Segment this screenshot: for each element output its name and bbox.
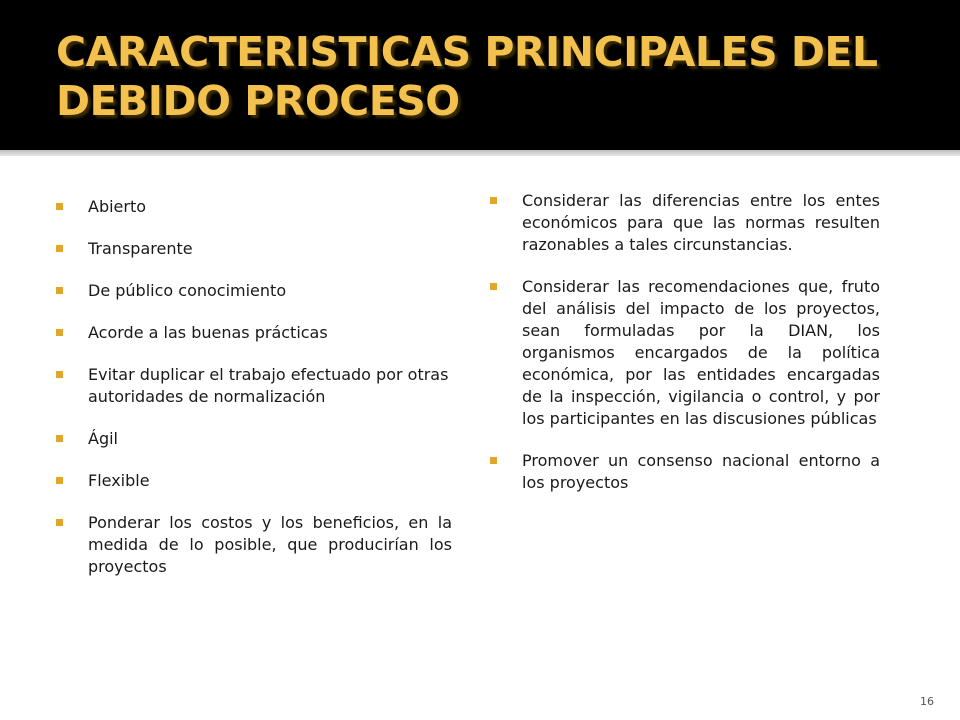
square-bullet-icon <box>56 245 63 252</box>
list-item-text: Ponderar los costos y los beneficios, en la medida de lo posible, que producirían los proyectos <box>88 513 452 576</box>
right-bullet-list <box>486 190 880 514</box>
square-bullet-icon <box>490 197 497 204</box>
list-item <box>486 276 880 430</box>
list-item <box>486 190 880 256</box>
page-number: 16 <box>920 695 934 708</box>
square-bullet-icon <box>490 457 497 464</box>
left-bullet-list <box>52 196 452 598</box>
square-bullet-icon <box>56 371 63 378</box>
list-item <box>486 450 880 494</box>
square-bullet-icon <box>56 287 63 294</box>
title-divider <box>0 150 960 156</box>
list-item-text: Promover un consenso nacional entorno a los proyectos <box>522 451 880 492</box>
square-bullet-icon <box>56 519 63 526</box>
list-item-text: De público conocimiento <box>88 281 287 300</box>
list-item-text: Flexible <box>88 471 150 490</box>
list-item <box>52 196 452 218</box>
list-item-text: Considerar las diferencias entre los entes económicos para que las normas resulten razonables a tales circunstancias. <box>522 191 880 254</box>
list-item-text: Ágil <box>88 429 118 448</box>
list-item-text: Acorde a las buenas prácticas <box>88 323 328 342</box>
list-item <box>52 322 452 344</box>
list-item <box>52 512 452 578</box>
list-item-text: Evitar duplicar el trabajo efectuado por otras autoridades de normalización <box>88 365 449 406</box>
list-item <box>52 428 452 450</box>
list-item <box>52 470 452 492</box>
list-item <box>52 238 452 260</box>
list-item-text: Transparente <box>88 239 193 258</box>
list-item-text: Abierto <box>88 197 147 216</box>
square-bullet-icon <box>56 477 63 484</box>
slide-title: CARACTERISTICAS PRINCIPALES DEL DEBIDO PROCESO <box>56 28 878 125</box>
list-item <box>52 280 452 302</box>
list-item <box>52 364 452 408</box>
square-bullet-icon <box>56 329 63 336</box>
square-bullet-icon <box>56 435 63 442</box>
list-item-text: Considerar las recomendaciones que, fruto del análisis del impacto de los proyectos, sean formuladas por la DIAN, los organismos encargados de la política económica, por las entidades encargadas de la inspección, vigilancia o control, y por los participantes en las discusiones públicas <box>522 277 880 428</box>
square-bullet-icon <box>490 283 497 290</box>
square-bullet-icon <box>56 203 63 210</box>
title-bar <box>0 0 960 150</box>
